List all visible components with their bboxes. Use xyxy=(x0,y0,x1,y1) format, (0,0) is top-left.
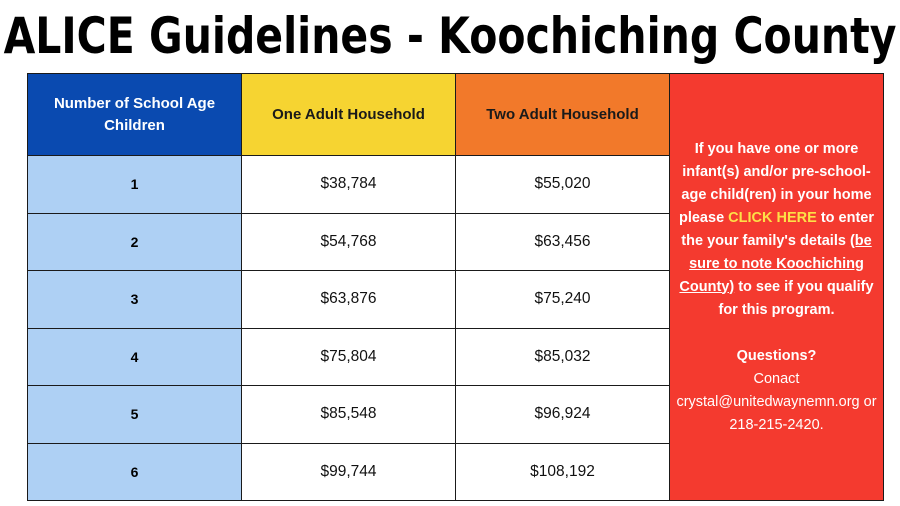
two-adult-income-cell: $96,924 xyxy=(456,386,670,444)
questions-label: Questions? xyxy=(736,347,817,364)
two-adult-income-cell: $85,032 xyxy=(456,328,670,386)
page-title: ALICE Guidelines - Koochiching County xyxy=(3,7,897,65)
one-adult-income-cell: $75,804 xyxy=(242,328,456,386)
children-count-cell: 5 xyxy=(28,386,242,444)
info-text-1: If you have one or more infant(s) and/or pre-school-age child(ren) in your home please xyxy=(678,140,872,226)
header-one-adult: One Adult Household xyxy=(242,74,456,156)
info-text-3: to see if you qualify for this program. xyxy=(718,278,874,318)
two-adult-income-cell: $75,240 xyxy=(456,271,670,329)
header-children: Number of School Age Children xyxy=(28,74,242,156)
info-panel xyxy=(670,74,884,501)
one-adult-income-cell: $99,744 xyxy=(242,443,456,501)
info-underlined-note: (be sure to note Koochiching County) xyxy=(679,232,872,295)
click-here-link[interactable]: CLICK HERE xyxy=(728,209,817,226)
contact-info: Conact crystal@unitedwaynemn.org or 218-215-2420. xyxy=(676,370,877,433)
info-text-2: to enter the your family's details xyxy=(681,209,874,249)
children-count-cell: 4 xyxy=(28,328,242,386)
income-guidelines-table xyxy=(27,73,884,501)
children-count-cell: 6 xyxy=(28,443,242,501)
two-adult-income-cell: $63,456 xyxy=(456,213,670,271)
one-adult-income-cell: $85,548 xyxy=(242,386,456,444)
children-count-cell: 2 xyxy=(28,213,242,271)
one-adult-income-cell: $63,876 xyxy=(242,271,456,329)
two-adult-income-cell: $55,020 xyxy=(456,156,670,214)
children-count-cell: 3 xyxy=(28,271,242,329)
children-count-cell: 1 xyxy=(28,156,242,214)
header-two-adult: Two Adult Household xyxy=(456,74,670,156)
one-adult-income-cell: $38,784 xyxy=(242,156,456,214)
two-adult-income-cell: $108,192 xyxy=(456,443,670,501)
one-adult-income-cell: $54,768 xyxy=(242,213,456,271)
table-header-row xyxy=(28,74,884,156)
